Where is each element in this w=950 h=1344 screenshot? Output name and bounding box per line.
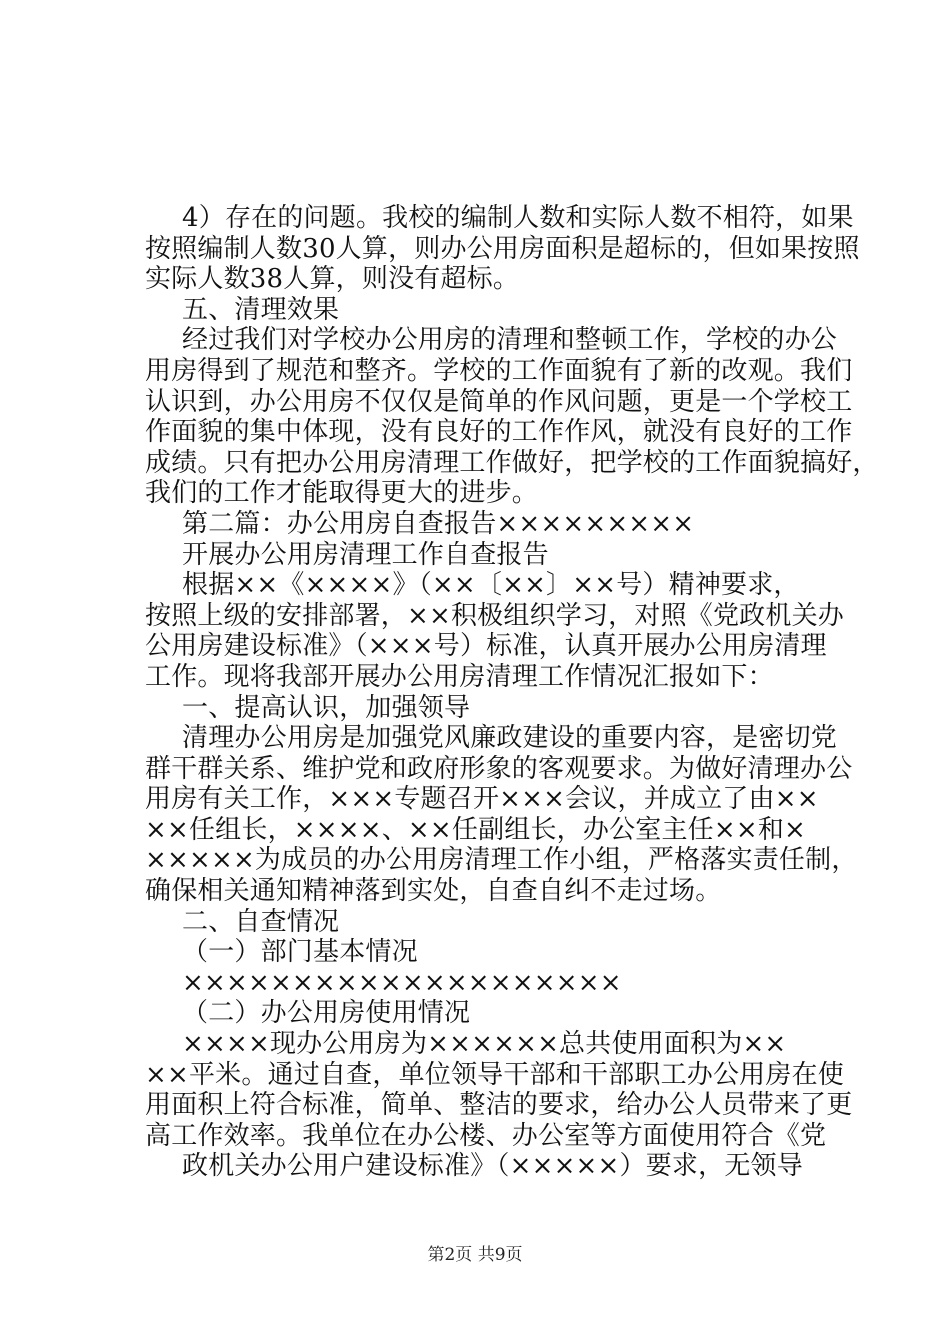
text-line-3: 实际人数38人算，则没有超标。 xyxy=(145,264,520,295)
text-line-20: 用房有关工作，×××专题召开×××会议，并成立了由×× xyxy=(145,784,819,815)
text-line-22: ×××××为成员的办公用房清理工作小组，严格落实责任制， xyxy=(145,845,858,876)
text-line-15: 公用房建设标准》（×××号）标准，认真开展办公用房清理 xyxy=(145,631,827,662)
text-line-13: 根据××《××××》（××〔××〕××号）精神要求， xyxy=(182,570,800,601)
text-line-21: ××任组长，××××、××任副组长，办公室主任××和× xyxy=(145,814,807,845)
text-line-7: 认识到，办公用房不仅仅是简单的作风问题，更是一个学校工 xyxy=(145,386,853,417)
section-heading-self-check: 二、自查情况 xyxy=(182,906,340,937)
section-heading-results: 五、清理效果 xyxy=(182,294,340,325)
text-line-8: 作面貌的集中体现，没有良好的工作作风，就没有良好的工作 xyxy=(145,417,853,448)
chapter-title: 第二篇：办公用房自查报告××××××××× xyxy=(182,508,695,539)
placeholder-line: ×××××××××××××××××××× xyxy=(182,967,622,998)
text-line-1: 4）存在的问题。我校的编制人数和实际人数不相符，如果 xyxy=(182,203,854,233)
subsection-heading-usage: （二）办公用房使用情况 xyxy=(182,998,471,1029)
document-body xyxy=(145,203,879,1182)
text-line-19: 群干群关系、维护党和政府形象的客观要求。为做好清理办公 xyxy=(145,753,853,784)
text-line-6: 用房得到了规范和整齐。学校的工作面貌有了新的改观。我们 xyxy=(145,355,853,386)
text-line-16: 工作。现将我部开展办公用房清理工作情况汇报如下： xyxy=(145,661,774,692)
text-line-9: 成绩。只有把办公用房清理工作做好，把学校的工作面貌搞好， xyxy=(145,447,879,478)
text-line-14: 按照上级的安排部署，××积极组织学习，对照《党政机关办 xyxy=(145,600,844,631)
text-line-23: 确保相关通知精神落到实处，自查自纠不走过场。 xyxy=(145,876,722,907)
text-line-18: 清理办公用房是加强党风廉政建设的重要内容，是密切党 xyxy=(182,723,838,754)
text-line-32: 政机关办公用户建设标准》（×××××）要求，无领导 xyxy=(182,1151,803,1182)
text-line-5: 经过我们对学校办公用房的清理和整顿工作，学校的办公 xyxy=(182,325,838,356)
text-line-10: 我们的工作才能取得更大的进步。 xyxy=(145,478,539,509)
report-title: 开展办公用房清理工作自查报告 xyxy=(182,539,549,570)
text-line-28: ××××现办公用房为××××××总共使用面积为×× xyxy=(182,1029,787,1060)
text-line-2: 按照编制人数30人算，则办公用房面积是超标的，但如果按照 xyxy=(145,233,860,264)
text-line-31: 高工作效率。我单位在办公楼、办公室等方面使用符合《党 xyxy=(145,1120,827,1151)
subsection-heading-basic-info: （一）部门基本情况 xyxy=(182,937,418,968)
page-number-footer: 第2页 共9页 xyxy=(427,1245,523,1265)
text-line-30: 用面积上符合标准，简单、整洁的要求，给办公人员带来了更 xyxy=(145,1090,853,1121)
text-line-29: ××平米。通过自查，单位领导干部和干部职工办公用房在使 xyxy=(145,1059,844,1090)
section-heading-leadership: 一、提高认识，加强领导 xyxy=(182,692,471,723)
